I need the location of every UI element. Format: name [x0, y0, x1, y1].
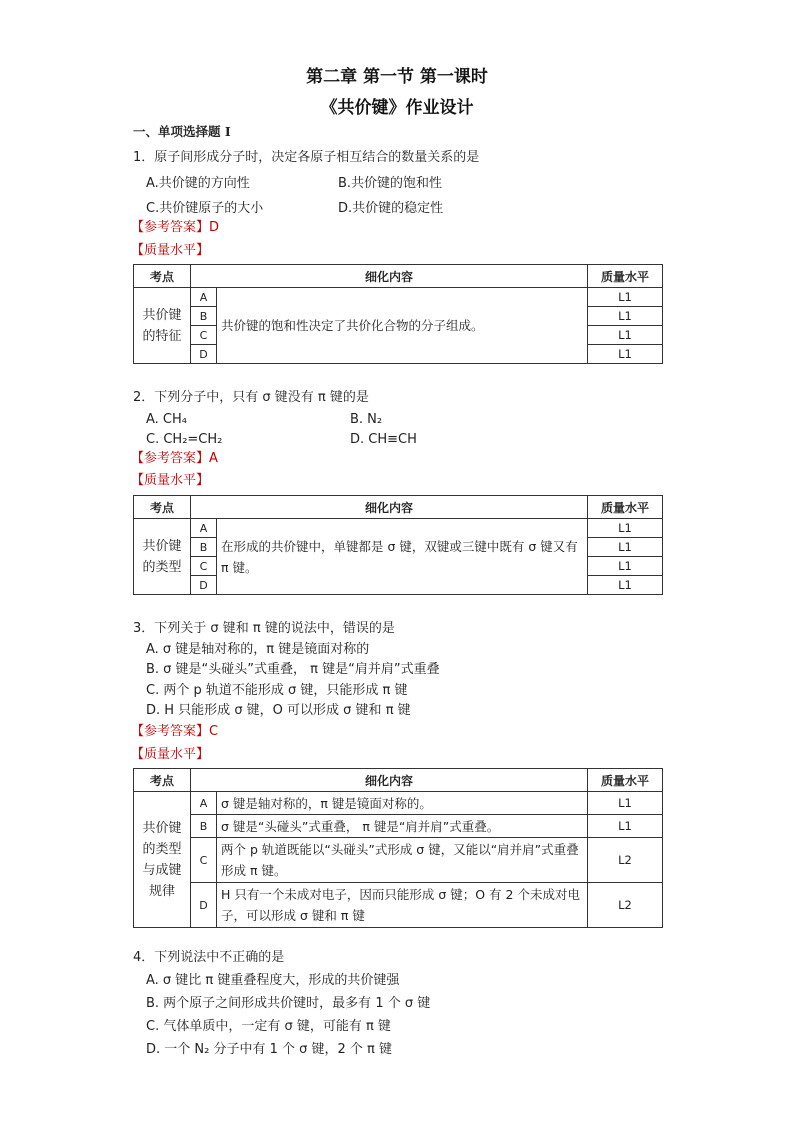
- answer-value: C: [209, 724, 219, 739]
- question-2-option-a: A. CH₄: [146, 412, 187, 427]
- option-letter: A: [191, 519, 217, 538]
- option-letter: D: [191, 345, 217, 364]
- question-3-option-b: B. σ 键是“头碰头”式重叠， π 键是“肩并肩”式重叠: [146, 662, 440, 677]
- content-cell: 在形成的共价键中，单键都是 σ 键，双键或三键中既有 σ 键又有 π 键。: [217, 519, 588, 595]
- level-cell: L1: [588, 557, 663, 576]
- content-cell: σ 键是“头碰头”式重叠， π 键是“肩并肩”式重叠。: [217, 815, 588, 838]
- question-4-option-d: D. 一个 N₂ 分子中有 1 个 σ 键，2 个 π 键: [146, 1042, 393, 1057]
- question-1-option-a: A.共价键的方向性: [146, 176, 250, 191]
- question-4-option-c: C. 气体单质中，一定有 σ 键，可能有 π 键: [146, 1019, 391, 1034]
- question-4-option-b: B. 两个原子之间形成共价键时，最多有 1 个 σ 键: [146, 996, 431, 1011]
- question-2-stem: 2．下列分子中，只有 σ 键没有 π 键的是: [133, 390, 369, 405]
- content-cell: H 只有一个未成对电子，因而只能形成 σ 键；O 有 2 个未成对电子，可以形成 σ 键和 π 键: [217, 883, 588, 928]
- question-4-stem: 4．下列说法中不正确的是: [133, 950, 285, 965]
- kaodian-cell: 共价键的类型: [134, 519, 191, 595]
- answer-label: 【参考答案】: [131, 724, 210, 739]
- answer-label: 【参考答案】: [131, 220, 210, 235]
- content-cell: 共价键的饱和性决定了共价化合物的分子组成。: [217, 288, 588, 364]
- level-cell: L1: [588, 307, 663, 326]
- question-3-option-d: D. H 只能形成 σ 键，O 可以形成 σ 键和 π 键: [146, 703, 411, 718]
- answer-value: A: [209, 451, 218, 466]
- header-kaodian: 考点: [134, 265, 191, 288]
- level-cell: L1: [588, 288, 663, 307]
- question-3-option-a: A. σ 键是轴对称的，π 键是镜面对称的: [146, 642, 370, 657]
- option-letter: D: [191, 576, 217, 595]
- question-4-option-a: A. σ 键比 π 键重叠程度大，形成的共价键强: [146, 973, 400, 988]
- question-1-option-d: D.共价键的稳定性: [338, 201, 444, 216]
- header-kaodian: 考点: [134, 496, 191, 519]
- level-cell: L1: [588, 345, 663, 364]
- level-cell: L1: [588, 326, 663, 345]
- level-cell: L1: [588, 538, 663, 557]
- header-level: 质量水平: [588, 265, 663, 288]
- option-letter: B: [191, 307, 217, 326]
- question-2-answer: [131, 449, 218, 469]
- option-letter: C: [191, 557, 217, 576]
- content-cell: 两个 p 轨道既能以“头碰头”式形成 σ 键，又能以“肩并肩”式重叠形成 π 键。: [217, 838, 588, 883]
- answer-value: D: [209, 220, 220, 235]
- header-content: 细化内容: [191, 769, 588, 792]
- option-letter: C: [191, 838, 217, 883]
- option-letter: D: [191, 883, 217, 928]
- kaodian-cell: 共价键的类型与成键规律: [134, 792, 191, 928]
- option-letter: B: [191, 538, 217, 557]
- question-1-table: [133, 264, 663, 364]
- document-subtitle: 《共价键》作业设计: [320, 98, 474, 118]
- section-heading: 一、单项选择题 I: [133, 124, 231, 139]
- question-3-answer: [131, 722, 218, 742]
- header-level: 质量水平: [588, 496, 663, 519]
- question-1-stem: 1．原子间形成分子时，决定各原子相互结合的数量关系的是: [133, 150, 480, 165]
- answer-label: 【参考答案】: [131, 451, 210, 466]
- question-1-option-b: B.共价键的饱和性: [338, 176, 443, 191]
- question-2-option-d: D. CH≡CH: [350, 432, 417, 447]
- question-1-quality-label: 【质量水平】: [131, 243, 210, 258]
- option-letter: A: [191, 288, 217, 307]
- question-3-option-c: C. 两个 p 轨道不能形成 σ 键，只能形成 π 键: [146, 683, 408, 698]
- level-cell: L2: [588, 838, 663, 883]
- content-cell: σ 键是轴对称的，π 键是镜面对称的。: [217, 792, 588, 815]
- option-letter: A: [191, 792, 217, 815]
- question-1-option-c: C.共价键原子的大小: [146, 201, 264, 216]
- question-1-answer: [131, 218, 219, 238]
- level-cell: L1: [588, 576, 663, 595]
- kaodian-cell: 共价键的特征: [134, 288, 191, 364]
- question-3-stem: 3．下列关于 σ 键和 π 键的说法中，错误的是: [133, 621, 395, 636]
- question-2-option-b: B. N₂: [350, 412, 383, 427]
- level-cell: L1: [588, 815, 663, 838]
- question-3-table: [133, 768, 663, 928]
- question-2-option-c: C. CH₂=CH₂: [146, 432, 223, 447]
- question-3-quality-label: 【质量水平】: [131, 747, 210, 762]
- question-2-table: [133, 495, 663, 595]
- header-level: 质量水平: [588, 769, 663, 792]
- header-content: 细化内容: [191, 496, 588, 519]
- level-cell: L1: [588, 792, 663, 815]
- header-kaodian: 考点: [134, 769, 191, 792]
- header-content: 细化内容: [191, 265, 588, 288]
- question-2-quality-label: 【质量水平】: [131, 473, 210, 488]
- option-letter: B: [191, 815, 217, 838]
- level-cell: L1: [588, 519, 663, 538]
- level-cell: L2: [588, 883, 663, 928]
- option-letter: C: [191, 326, 217, 345]
- document-title: 第二章 第一节 第一课时: [306, 67, 488, 87]
